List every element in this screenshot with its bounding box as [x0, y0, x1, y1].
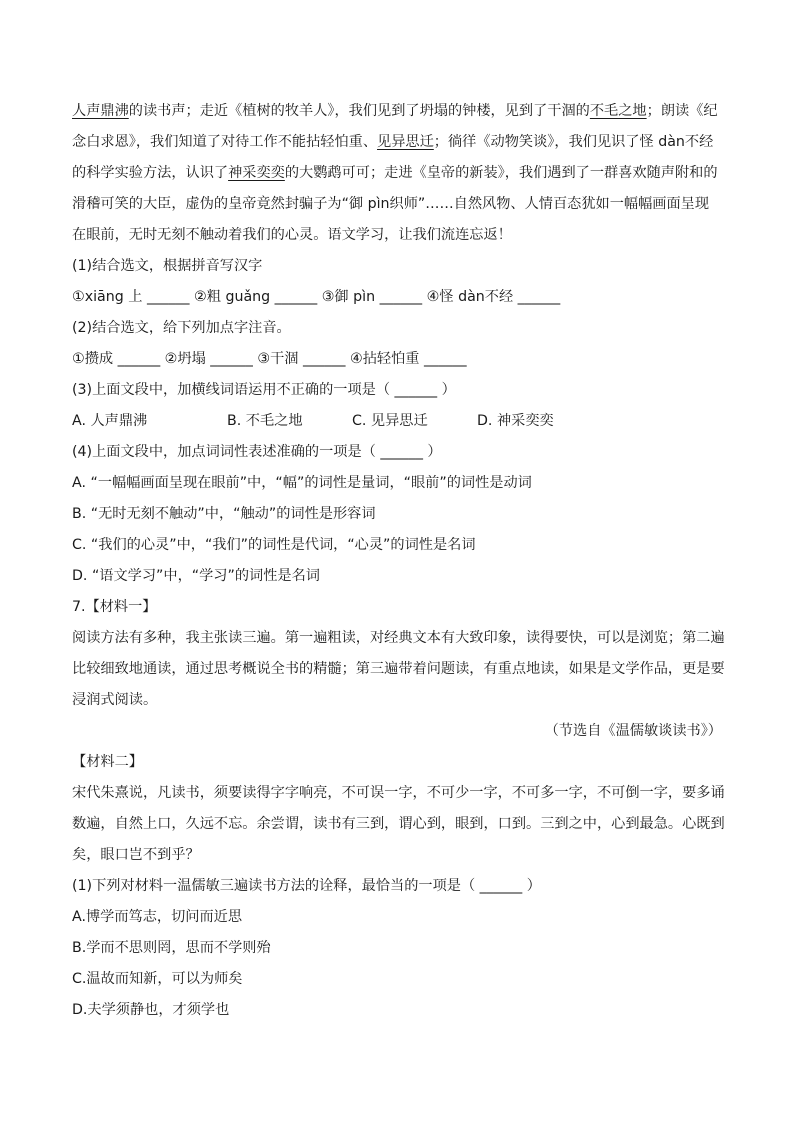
passage-text: 的科学实验方法，认识了: [72, 165, 229, 181]
underlined-word: 人声鼎沸: [72, 103, 129, 119]
question-2-stem: (2)结合选文，给下列加点字注音。: [72, 320, 291, 336]
document-content: [72, 96, 725, 1026]
material-1-line: 浸润式阅读。: [72, 692, 158, 708]
question-4-stem: (4)上面文段中，加点词词性表述准确的一项是（ ______ ）: [72, 444, 442, 460]
passage-line: [72, 127, 722, 158]
material-2-line: 矣，眼口岂不到乎？: [72, 847, 200, 863]
passage-line: 滑稽可笑的大臣，虚伪的皇帝竟然封骗子为“御 pìn织师”……自然风物、人情百态犹如一幅幅画面呈现: [72, 196, 710, 212]
question-3-options: [72, 406, 722, 437]
passage-line: 在眼前，无时无刻不触动着我们的心灵。语文学习，让我们流连忘返！: [72, 227, 512, 243]
option-c: C. “我们的心灵”中，“我们”的词性是代词，“心灵”的词性是名词: [72, 537, 476, 553]
material-1-line: 比较细致地通读，通过思考概说全书的精髓；第三遍带着问题读，有重点地读，如果是文学作品，更是要: [72, 661, 725, 677]
material-2-line: 宋代朱熹说，凡读书，须要读得字字响亮，不可误一字，不可少一字，不可多一字，不可倒一字，要多诵: [72, 785, 725, 801]
question-7-heading: 7.【材料一】: [72, 599, 157, 615]
material-1-source: （节选自《温儒敏谈读书》）: [544, 723, 722, 739]
underlined-word: 见异思迁: [377, 134, 434, 150]
passage-text: 的大鹦鹉可可；走进《皇帝的新装》，我们遇到了一群喜欢随声附和的: [284, 165, 718, 181]
option-b: B.学而不思则罔，思而不学则殆: [72, 940, 271, 956]
option-c: C. 见异思迁: [352, 413, 428, 429]
passage-text: ；朗读《纪: [646, 103, 718, 119]
option-d: D. 神采奕奕: [477, 413, 554, 429]
material-2-heading: 【材料二】: [72, 754, 143, 770]
material-2-line: 数遍，自然上口，久远不忘。余尝谓，读书有三到，谓心到，眼到，口到。三到之中，心到最急。心既到: [72, 816, 725, 832]
option-a: A.博学而笃志，切问而近思: [72, 909, 243, 925]
question-1-items: ①xiāng 上 ______ ②粗 guǎng ______ ③御 pìn ______ ④怪 dàn不经 ______: [72, 289, 561, 305]
material-1-line: 阅读方法有多种，我主张读三遍。第一遍粗读，对经典文本有大致印象，读得要快，可以是浏览；第二遍: [72, 630, 725, 646]
passage-line: [72, 96, 722, 127]
underlined-word: 神采奕奕: [228, 165, 285, 181]
option-c: C.温故而知新，可以为师矣: [72, 971, 243, 987]
question-2-items: ①攒成 ______ ②坍塌 ______ ③干涸 ______ ④拈轻怕重 ______: [72, 351, 467, 367]
passage-text: 的读书声；走近《植树的牧羊人》，我们见到了坍塌的钟楼，见到了干涸的: [128, 103, 590, 119]
option-a: A. 人声鼎沸: [72, 413, 148, 429]
passage-line: [72, 158, 722, 189]
option-d: D. “语文学习”中，“学习”的词性是名词: [72, 568, 320, 584]
option-d: D.夫学须静也，才须学也: [72, 1002, 230, 1018]
passage-text: 念白求恩》，我们知道了对待工作不能拈轻怕重、: [72, 134, 378, 150]
option-b: B. 不毛之地: [227, 413, 303, 429]
passage-text: ；徜徉《动物笑谈》，我们见识了怪 dàn不经: [433, 134, 714, 150]
sub-question-1-stem: (1)下列对材料一温儒敏三遍读书方法的诠释，最恰当的一项是（ ______ ）: [72, 878, 541, 894]
question-1-stem: (1)结合选文，根据拼音写汉字: [72, 258, 263, 274]
option-a: A. “一幅幅画面呈现在眼前”中，“幅”的词性是量词，“眼前”的词性是动词: [72, 475, 532, 491]
option-b: B. “无时无刻不触动”中，“触动”的词性是形容词: [72, 506, 376, 522]
question-3-stem: (3)上面文段中，加横线词语运用不正确的一项是（ ______ ）: [72, 382, 456, 398]
underlined-word: 不毛之地: [589, 103, 647, 119]
